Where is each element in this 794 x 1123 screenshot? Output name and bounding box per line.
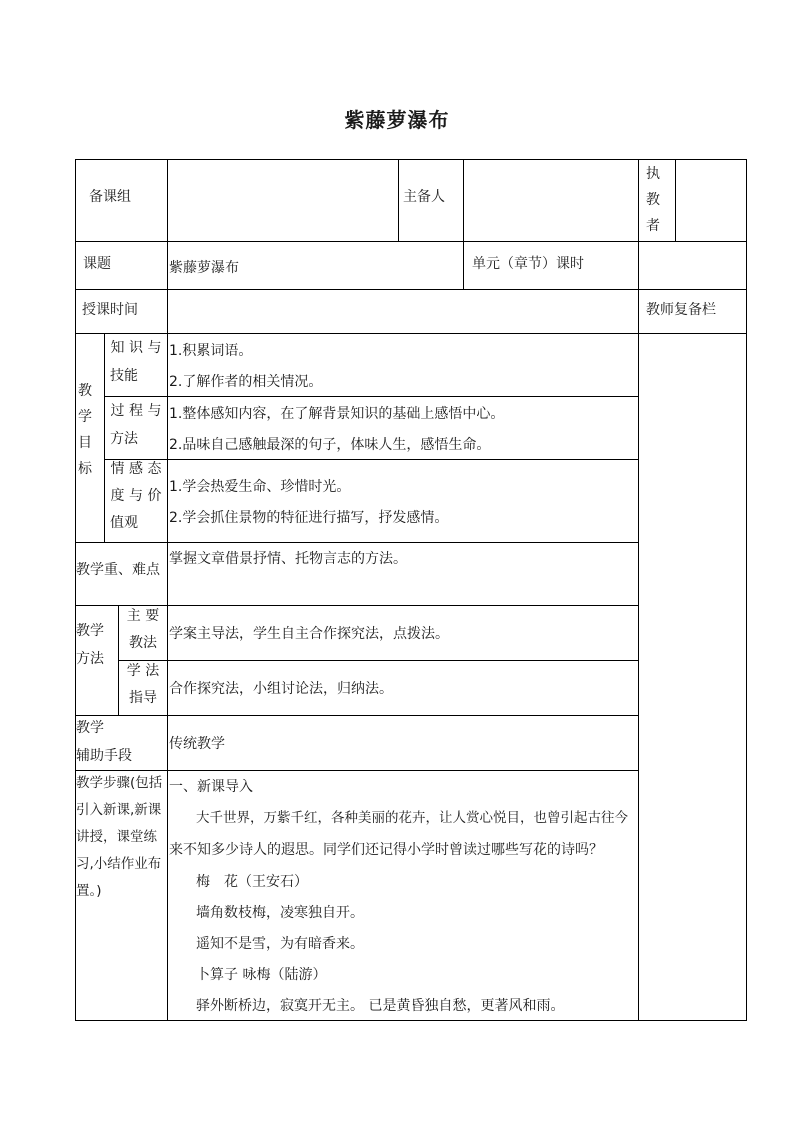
goal-knowledge-item: 2.了解作者的相关情况。 [169,374,323,390]
teaching-steps-label: 教学步骤(包括 引入新课,新课 讲授，课堂练 习,小结作业布 置。) [76,775,163,899]
goal-attitude-label: 情 感 态 度 与 价 值观 [110,461,162,531]
goal-process-item: 2.品味自己感触最深的句子，体味人生，感悟生命。 [169,437,491,453]
step-line: 来不知多少诗人的遐思。同学们还记得小学时曾读过哪些写花的诗吗？ [169,842,603,858]
step-line: 梅 花（王安石） [196,874,308,890]
key-points-value: 掌握文章借景抒情、托物言志的方法。 [169,551,407,567]
step-line: 遥知不是雪，为有暗香来。 [196,936,364,952]
study-guide-label: 学 法 指导 [126,663,160,706]
teaching-aids-value: 传统教学 [169,736,225,752]
study-guide-value: 合作探究法，小组讨论法，归纳法。 [169,681,393,697]
step-line: 卜算子 咏梅（陆游） [196,967,327,983]
goal-knowledge-item: 1.积累词语。 [169,343,253,359]
step-line: 驿外断桥边，寂寞开无主。 已是黄昏独自愁，更著风和雨。 [196,998,565,1014]
teaching-time-label: 授课时间 [82,302,138,318]
teaching-goals-label: 教 学 目 标 [78,383,92,477]
goal-process-label: 过 程 与 方法 [110,403,162,447]
goal-attitude-item: 1.学会热爱生命、珍惜时光。 [169,479,351,495]
teaching-method-label: 教学 方法 [76,623,104,667]
goal-attitude-item: 2.学会抓住景物的特征进行描写，抒发感情。 [169,510,449,526]
teaching-aids-label: 教学 辅助手段 [76,720,132,764]
main-method-value: 学案主导法，学生自主合作探究法，点拨法。 [169,626,449,642]
prep-group-label: 备课组 [89,189,131,205]
key-points-label: 教学重、难点 [76,562,160,578]
executor-label: 执 教 者 [646,166,660,234]
teacher-review-label: 教师复备栏 [646,302,716,318]
topic-value: 紫藤萝瀑布 [169,260,239,276]
topic-label: 课题 [83,256,111,272]
step-line: 大千世界，万紫千红，各种美丽的花卉，让人赏心悦目，也曾引起古往今 [196,810,628,826]
main-method-label: 主 要 教法 [126,608,160,651]
main-preparer-label: 主备人 [403,189,445,205]
goal-knowledge-label: 知 识 与 技能 [110,340,162,384]
step-line: 墙角数枝梅，凌寒独自开。 [196,905,364,921]
step-line: 一、新课导入 [169,779,253,795]
page-title: 紫藤萝瀑布 [344,108,450,132]
goal-process-item: 1.整体感知内容，在了解背景知识的基础上感悟中心。 [169,406,505,422]
unit-lesson-label: 单元（章节）课时 [472,256,584,272]
